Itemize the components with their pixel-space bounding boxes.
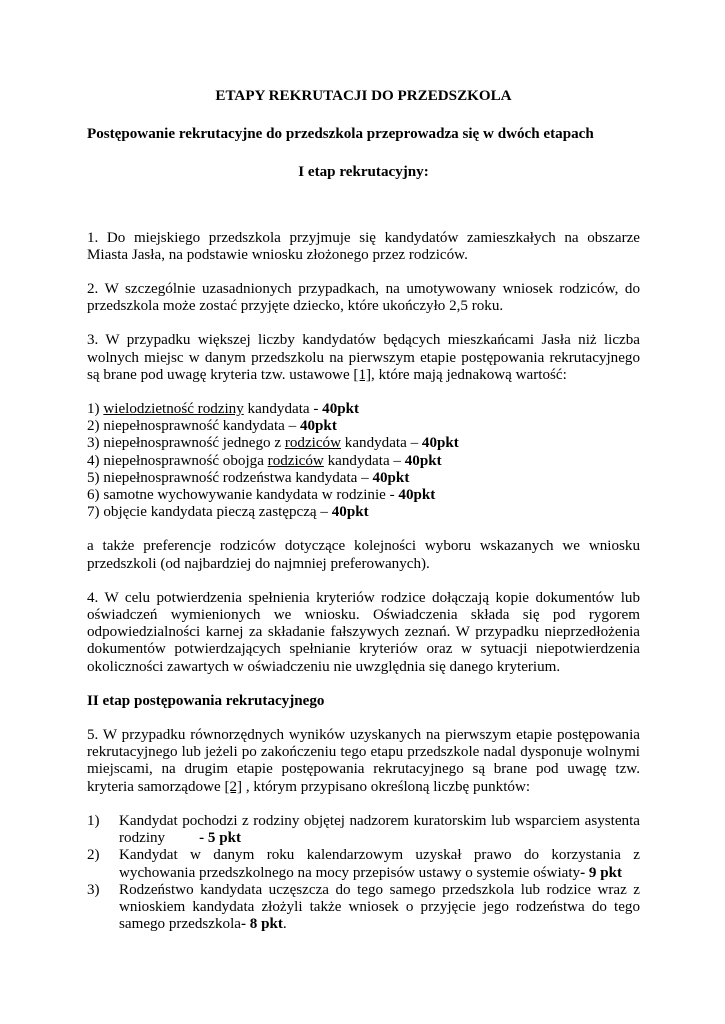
paragraph-3: 3. W przypadku większej liczby kandydatów będących mieszkańcami Jasła niż liczba wolnych miejsc w danym przedszkolu na pierwszym etapie postępowania rekrutacyjnego są brane pod uwagę kryteria tzw. ustawowe [1], które mają jednakową wartość: <box>87 332 640 383</box>
paragraph-1: 1. Do miejskiego przedszkola przyjmuje się kandydatów zamieszkałych na obszarze Miasta Jasła, na podstawie wniosku złożonego przez rodziców. <box>87 229 640 263</box>
document-subtitle: Postępowanie rekrutacyjne do przedszkola przeprowadza się w dwóch etapach <box>87 126 594 143</box>
criteria-item: 1) wielodzietność rodziny kandydata - 40pkt <box>87 401 360 418</box>
paragraph-preferences: a także preferencje rodziców dotyczące kolejności wyboru wskazanych we wniosku przedszkoli (od najbardziej do najmniej preferowanych). <box>87 538 640 572</box>
criteria-link[interactable]: rodziców <box>267 452 324 469</box>
paragraph-5: 5. W przypadku równorzędnych wyników uzyskanych na pierwszym etapie postępowania rekrutacyjnego lub jeżeli po zakończeniu tego etapu przedszkole nadal dysponuje wolnymi miejscami, na drugim etapie postępowania rekrutacyjnego są brane pod uwagę tzw. kryteria samorządowe [2] , którym przypisano określoną liczbę punktów: <box>87 727 640 795</box>
criteria-item: 6) samotne wychowywanie kandydata w rodzinie - 40pkt <box>87 487 436 504</box>
stage2-item: 1) Kandydat pochodzi z rodziny objętej nadzorem kuratorskim lub wsparciem asystenta rodziny - 5 pkt <box>87 812 644 847</box>
stage2-heading: II etap postępowania rekrutacyjnego <box>87 692 325 709</box>
stage2-item: 3) Rodzeństwo kandydata uczęszcza do tego samego przedszkola lub rodzice wraz z wnioskiem kandydata złożyli także wniosek o przyjęcie jego rodzeństwa do tego samego przedszkola- 8 pkt. <box>87 881 640 933</box>
criteria-item: 3) niepełnosprawność jednego z rodziców kandydata – 40pkt <box>87 435 459 452</box>
footnote-link-2[interactable]: [2] <box>224 778 243 795</box>
paragraph-2: 2. W szczególnie uzasadnionych przypadkach, na umotywowany wniosek rodziców, do przedszkola może zostać przyjęte dziecko, które ukończyło 2,5 roku. <box>87 281 640 315</box>
stage2-item: 2) Kandydat w danym roku kalendarzowym uzyskał prawo do korzystania z wychowania przedszkolnego na mocy przepisów ustawy o systemie oświaty- 9 pkt <box>87 847 640 881</box>
stage1-heading: I etap rekrutacyjny: <box>298 164 429 181</box>
criteria-link[interactable]: wielodzietność rodziny <box>103 401 244 418</box>
criteria-link[interactable]: rodziców <box>284 435 342 452</box>
footnote-link-1[interactable]: [1] <box>353 366 372 383</box>
criteria-item: 5) niepełnosprawność rodzeństwa kandydata – 40pkt <box>87 469 410 486</box>
document-page <box>87 84 644 933</box>
criteria-list <box>87 401 640 521</box>
paragraph-4: 4. W celu potwierdzenia spełnienia kryteriów rodzice dołączają kopie dokumentów lub oświadczeń wymienionych we wniosku. Oświadczenia składa się pod rygorem odpowiedzialności karnej za składanie fałszywych zeznań. W przypadku nieprzedłożenia dokumentów potwierdzających spełnianie kryteriów oraz w sytuacji niepotwierdzenia okoliczności zawartych w oświadczeniu nie uwzględnia się danego kryterium. <box>87 589 640 675</box>
criteria-item: 4) niepełnosprawność obojga rodziców kandydata – 40pkt <box>87 452 442 469</box>
criteria-item: 7) objęcie kandydata pieczą zastępczą – 40pkt <box>87 504 369 521</box>
criteria-item: 2) niepełnosprawność kandydata – 40pkt <box>87 418 337 435</box>
document-title: ETAPY REKRUTACJI DO PRZEDSZKOLA <box>215 88 512 104</box>
stage2-list <box>87 812 644 933</box>
